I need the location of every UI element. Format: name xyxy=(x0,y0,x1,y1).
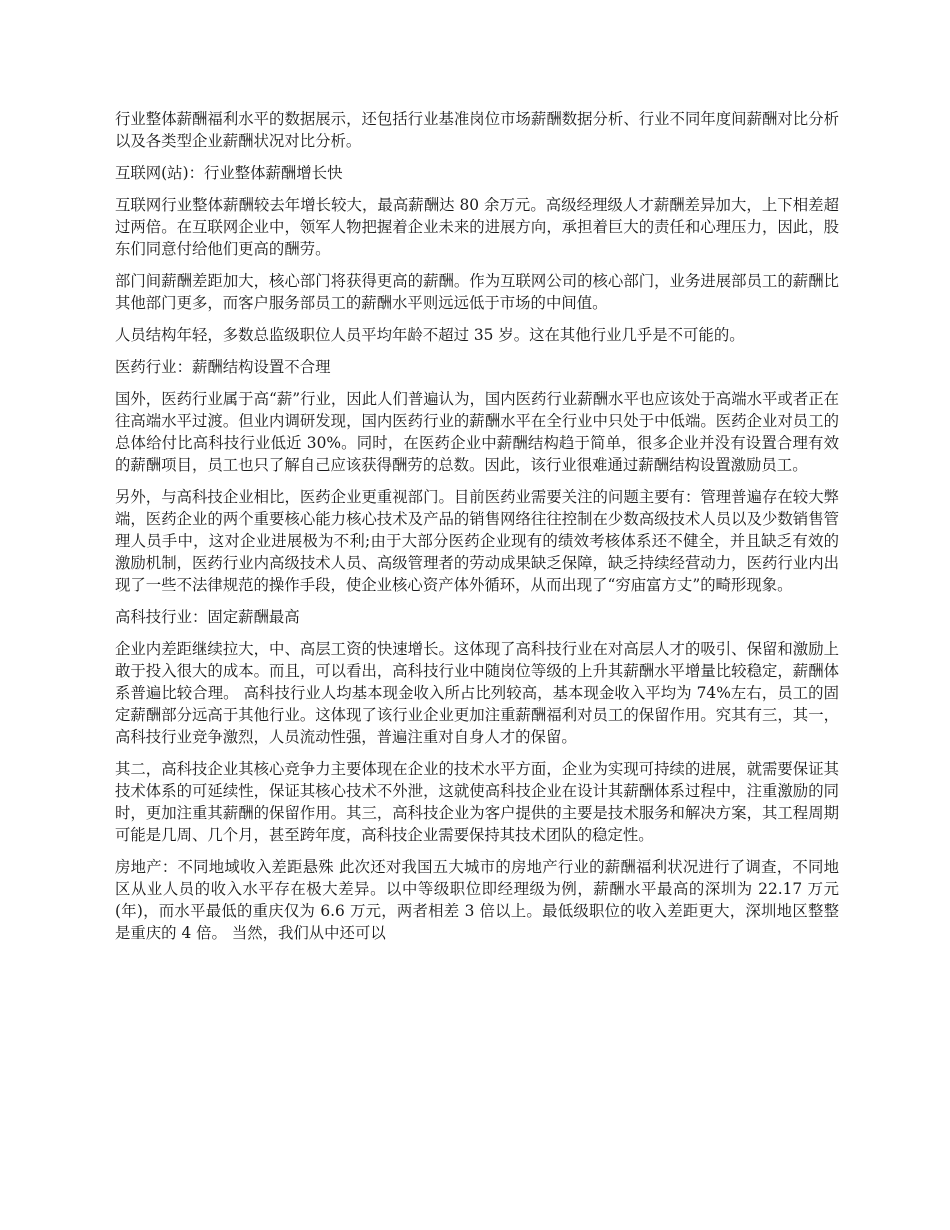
paragraph-hightech-retention: 其二，高科技企业其核心竞争力主要体现在企业的技术水平方面，企业为实现可持续的进展，就需要保证其技术体系的可延续性，保证其核心技术不外泄，这就使高科技企业在设计其薪酬体系过程中，注重激励的同时，更加注重其薪酬的保留作用。其三，高科技企业为客户提供的主要是技术服务和解决方案，其工程周期可能是几周、几个月，甚至跨年度，高科技企业需要保持其技术团队的稳定性。 xyxy=(115,760,839,844)
paragraph-pharma-issues: 另外，与高科技企业相比，医药企业更重视部门。目前医药业需要关注的问题主要有：管理普遍存在较大弊端，医药企业的两个重要核心能力核心技术及产品的销售网络往往控制在少数高级技术人员以及少数销售管理人员手中，这对企业进展极为不利;由于大部分医药企业现有的绩效考核体系还不健全，并且缺乏有效的激励机制，医药行业内高级技术人员、高级管理者的劳动成果缺乏保障，缺乏持续经营动力，医药行业内出现了一些不法律规范的操作手段，使企业核心资产体外循环，从而出现了“穷庙富方丈”的畸形现象。 xyxy=(115,488,839,594)
paragraph-realestate: 房地产：不同地域收入差距悬殊 此次还对我国五大城市的房地产行业的薪酬福利状况进行了调查，不同地区从业人员的收入水平存在极大差异。以中等级职位即经理级为例，薪酬水平最高的深圳为 22.17 万元(年)，而水平最低的重庆仅为 6.6 万元，两者相差 3 倍以上。最低级职位的收入差距更大，深圳地区整整是重庆的 4 倍。 当然，我们从中还可以 xyxy=(115,858,839,942)
paragraph-internet-departments: 部门间薪酬差距加大，核心部门将获得更高的薪酬。作为互联网公司的核心部门，业务进展部员工的薪酬比其他部门更多，而客户服务部员工的薪酬水平则远远低于市场的中间值。 xyxy=(115,272,839,312)
document-page xyxy=(115,108,839,954)
paragraph-intro: 行业整体薪酬福利水平的数据展示，还包括行业基准岗位市场薪酬数据分析、行业不同年度间薪酬对比分析以及各类型企业薪酬状况对比分析。 xyxy=(115,110,839,150)
section-heading-internet: 互联网(站)：行业整体薪酬增长快 xyxy=(115,164,343,182)
paragraph-hightech-gap: 企业内差距继续拉大，中、高层工资的快速增长。这体现了高科技行业在对高层人才的吸引、保留和激励上敢于投入很大的成本。而且，可以看出，高科技行业中随岗位等级的上升其薪酬水平增量比较稳定，薪酬体系普遍比较合理。 高科技行业人均基本现金收入所占比列较高，基本现金收入平均为 74%左右，员工的固定薪酬部分远高于其他行业。这体现了该行业企业更加注重薪酬福利对员工的保留作用。究其有三，其一，高科技行业竞争激烈，人员流动性强，普遍注重对自身人才的保留。 xyxy=(115,640,839,746)
section-heading-pharma: 医药行业：薪酬结构设置不合理 xyxy=(115,358,331,376)
paragraph-internet-age: 人员结构年轻，多数总监级职位人员平均年龄不超过 35 岁。这在其他行业几乎是不可能的。 xyxy=(115,326,745,344)
paragraph-pharma-structure: 国外，医药行业属于高“薪”行业，因此人们普遍认为，国内医药行业薪酬水平也应该处于高端水平或者正在往高端水平过渡。但业内调研发现，国内医药行业的薪酬水平在全行业中只处于中低端。医药企业对员工的总体给付比高科技行业低近 30%。同时，在医药企业中薪酬结构趋于简单，很多企业并没有设置合理有效的薪酬项目，员工也只了解自己应该获得酬劳的总数。因此，该行业很难通过薪酬结构设置激励员工。 xyxy=(115,390,839,474)
paragraph-internet-growth: 互联网行业整体薪酬较去年增长较大，最高薪酬达 80 余万元。高级经理级人才薪酬差异加大，上下相差超过两倍。在互联网企业中，领军人物把握着企业未来的进展方向，承担着巨大的责任和心理压力，因此，股东们同意付给他们更高的酬劳。 xyxy=(115,196,839,258)
section-heading-hightech: 高科技行业：固定薪酬最高 xyxy=(115,608,300,626)
